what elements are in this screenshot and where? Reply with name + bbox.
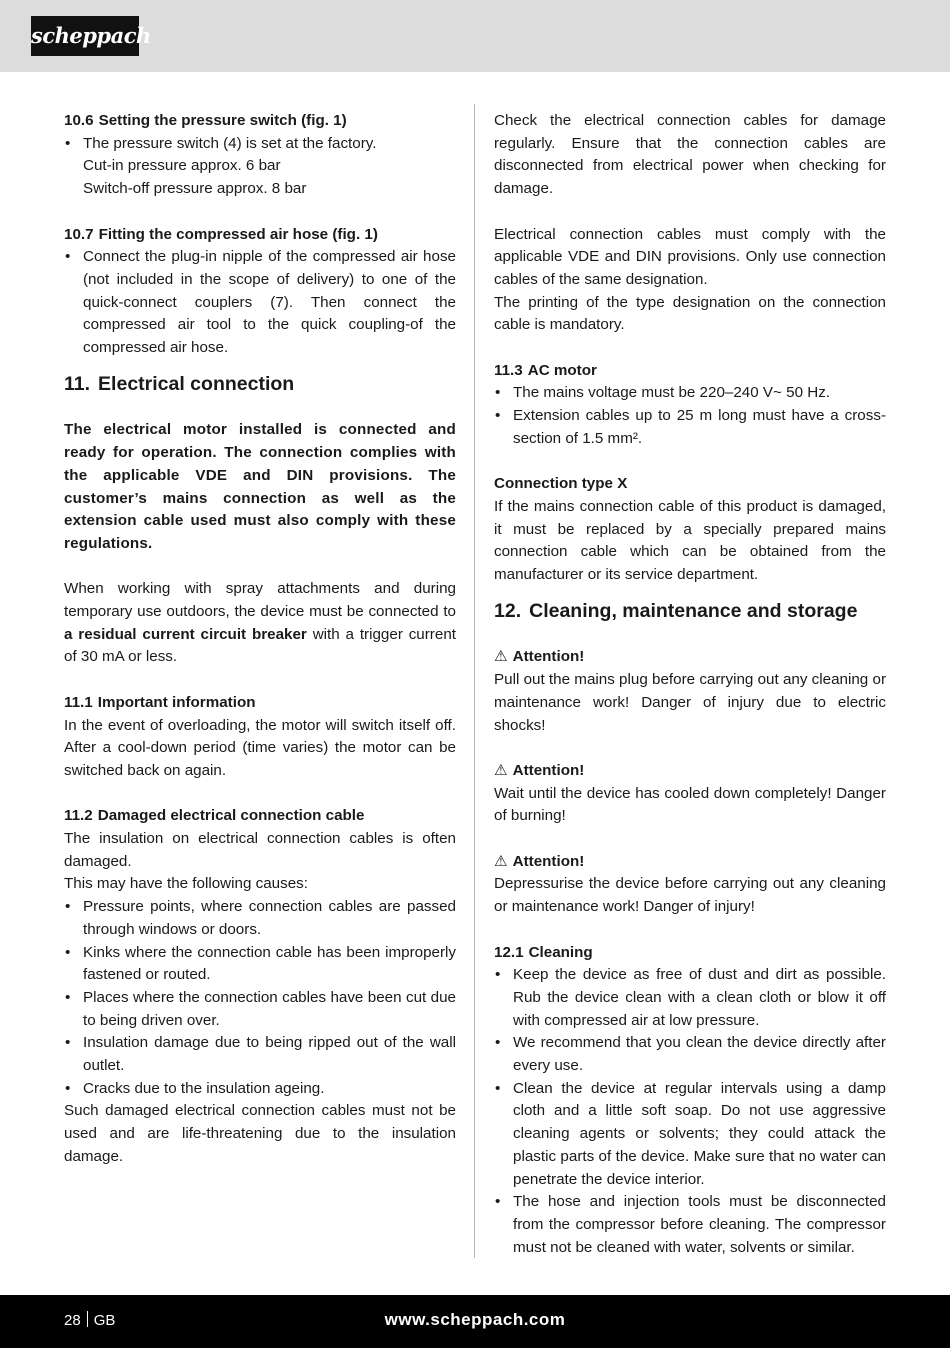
heading-12-1: 12.1 Cleaning xyxy=(494,943,593,961)
attention-heading: ⚠ Attention! xyxy=(494,761,585,779)
damaged-cable-warning: Such damaged electrical connection cables must not be used and are life-threatening due to the insulation damage. xyxy=(64,1102,456,1165)
causes-intro: This may have the following causes: xyxy=(64,875,308,893)
cleaning-list xyxy=(494,964,886,1259)
switch-off-pressure: Switch-off pressure approx. 8 bar xyxy=(83,180,307,198)
heading-10-7: 10.7 Fitting the compressed air hose (fig. 1) xyxy=(64,225,378,243)
list-item: • Extension cables up to 25 m long must have a cross-section of 1.5 mm². xyxy=(494,405,886,450)
list-item: • We recommend that you clean the device directly after every use. xyxy=(494,1032,886,1077)
overload-paragraph: In the event of overloading, the motor will switch itself off. After a cool-down period (time varies) the motor can be switched back on again. xyxy=(64,716,456,779)
page-number: 28 GB xyxy=(64,1312,116,1329)
attention-heading: ⚠ Attention! xyxy=(494,648,585,666)
check-cables-paragraph: Check the electrical connection cables for damage regularly. Ensure that the connection cables are disconnected from electrical power when checking for damage. xyxy=(494,112,886,198)
cut-in-pressure: Cut-in pressure approx. 6 bar xyxy=(83,157,281,175)
ac-motor-list xyxy=(494,382,886,450)
attention-heading: ⚠ Attention! xyxy=(494,852,585,870)
website-link[interactable]: www.scheppach.com xyxy=(384,1310,566,1329)
type-designation-paragraph: The printing of the type designation on the connection cable is mandatory. xyxy=(494,293,886,334)
scheppach-logo: scheppach xyxy=(31,16,139,56)
list-10-6 xyxy=(64,133,456,156)
list-item: • The pressure switch (4) is set at the factory. xyxy=(64,133,456,156)
attention-text-2: Wait until the device has cooled down completely! Danger of burning! xyxy=(494,784,886,825)
header-band xyxy=(0,0,950,72)
list-item: • Places where the connection cables have been cut due to being driven over. xyxy=(64,987,456,1032)
spray-attachment-paragraph: When working with spray attachments and during temporary use outdoors, the device must be connected to a residual current circuit breaker with a trigger current of 30 mA or less. xyxy=(64,580,456,666)
right-column xyxy=(494,110,886,1259)
footer-band xyxy=(0,1295,950,1348)
comply-paragraph: Electrical connection cables must comply with the applicable VDE and DIN provisions. Only use connection cables of the same designation. xyxy=(494,225,886,288)
attention-text-3: Depressurise the device before carrying out any cleaning or maintenance work! Danger of injury! xyxy=(494,875,886,916)
list-item: • Cracks due to the insulation ageing. xyxy=(64,1078,456,1101)
heading-11-3: 11.3 AC motor xyxy=(494,361,597,379)
heading-12: 12. Cleaning, maintenance and storage xyxy=(494,599,858,622)
warning-triangle-icon: ⚠ xyxy=(494,852,508,870)
electrical-motor-notice: The electrical motor installed is connected and ready for operation. The connection complies with the applicable VDE and DIN provisions. The customer’s mains connection as well as the extension cable used must also comply with these regulations. xyxy=(64,421,456,552)
connection-type-x-paragraph: If the mains connection cable of this product is damaged, it must be replaced by a specially prepared mains connection cable which can be obtained from the manufacturer or its service department. xyxy=(494,497,886,584)
list-item: • Insulation damage due to being ripped out of the wall outlet. xyxy=(64,1032,456,1077)
heading-11-1: 11.1 Important information xyxy=(64,693,256,711)
warning-triangle-icon: ⚠ xyxy=(494,648,508,666)
list-item: • Connect the plug-in nipple of the compressed air hose (not included in the scope of delivery) to one of the quick-connect couplers (7). Then connect the compressed air tool to the quick coupling-of the compressed air hose. xyxy=(64,246,456,360)
heading-11: 11. Electrical connection xyxy=(64,372,295,395)
insulation-paragraph: The insulation on electrical connection cables is often damaged. xyxy=(64,830,456,870)
rcd-emphasis: a residual current circuit breaker xyxy=(64,625,307,643)
heading-connection-type-x: Connection type X xyxy=(494,475,628,493)
heading-10-6: 10.6 Setting the pressure switch (fig. 1) xyxy=(64,112,347,129)
list-item: • Kinks where the connection cable has been improperly fastened or routed. xyxy=(64,942,456,987)
attention-text-1: Pull out the mains plug before carrying out any cleaning or maintenance work! Danger of injury due to electric shocks! xyxy=(494,671,886,734)
list-item: • The mains voltage must be 220–240 V~ 50 Hz. xyxy=(494,382,886,405)
list-item: • Clean the device at regular intervals using a damp cloth and a little soft soap. Do not use aggressive cleaning agents or solvents; they could attack the plastic parts of the device. Make sure that no water can penetrate the device interior. xyxy=(494,1078,886,1192)
list-item: • Pressure points, where connection cables are passed through windows or doors. xyxy=(64,896,456,941)
list-10-7 xyxy=(64,246,456,360)
heading-11-2: 11.2 Damaged electrical connection cable xyxy=(64,807,365,825)
list-item: • The hose and injection tools must be disconnected from the compressor before cleaning. The compressor must not be cleaned with water, solvents or similar. xyxy=(494,1191,886,1259)
left-column xyxy=(64,110,456,1169)
warning-triangle-icon: ⚠ xyxy=(494,761,508,779)
column-divider xyxy=(474,104,475,1258)
list-item: • Keep the device as free of dust and dirt as possible. Rub the device clean with a clean cloth or blow it off with compressed air at low pressure. xyxy=(494,964,886,1032)
causes-list xyxy=(64,896,456,1100)
